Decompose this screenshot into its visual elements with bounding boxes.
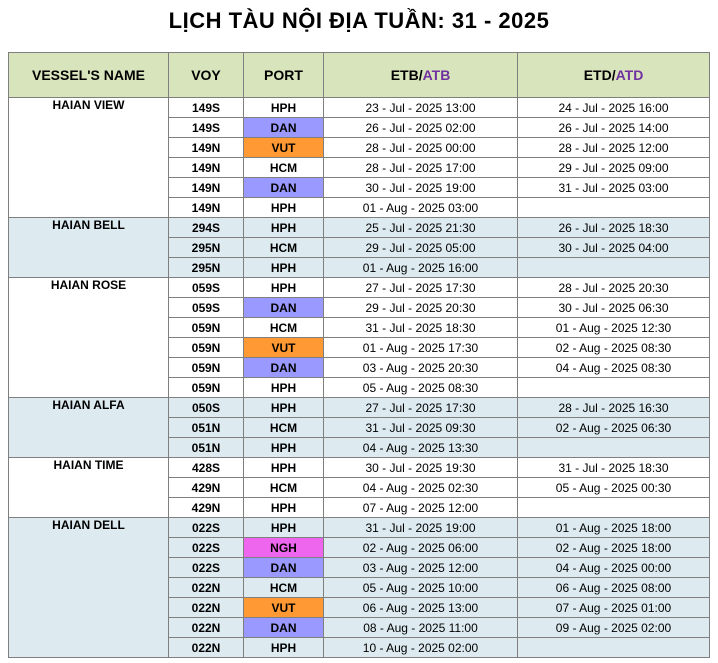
- schedule-table: [8, 52, 710, 658]
- etb-cell: 28 - Jul - 2025 17:00: [324, 158, 518, 178]
- voy-cell: 295N: [169, 238, 244, 258]
- port-cell: HCM: [244, 238, 324, 258]
- port-cell: HPH: [244, 198, 324, 218]
- etd-cell: [518, 638, 710, 658]
- voy-cell: 429N: [169, 498, 244, 518]
- port-cell: DAN: [244, 358, 324, 378]
- table-row: [9, 218, 710, 238]
- port-cell: DAN: [244, 178, 324, 198]
- etd-cell: [518, 498, 710, 518]
- etd-cell: 07 - Aug - 2025 01:00: [518, 598, 710, 618]
- etd-cell: 02 - Aug - 2025 06:30: [518, 418, 710, 438]
- etd-cell: 01 - Aug - 2025 18:00: [518, 518, 710, 538]
- vessel-name: HAIAN BELL: [9, 218, 169, 278]
- vessel-name: HAIAN DELL: [9, 518, 169, 658]
- etb-cell: 29 - Jul - 2025 20:30: [324, 298, 518, 318]
- voy-cell: 149S: [169, 98, 244, 118]
- voy-cell: 022S: [169, 538, 244, 558]
- etd-cell: 02 - Aug - 2025 18:00: [518, 538, 710, 558]
- vessel-name: HAIAN ALFA: [9, 398, 169, 458]
- etb-label: ETB: [390, 67, 419, 83]
- schedule-body: [9, 98, 710, 658]
- vessel-name: HAIAN TIME: [9, 458, 169, 518]
- port-cell: HPH: [244, 638, 324, 658]
- port-header: PORT: [244, 53, 324, 98]
- voy-cell: 149N: [169, 158, 244, 178]
- voy-cell: 022S: [169, 518, 244, 538]
- page-title: LỊCH TÀU NỘI ĐỊA TUẦN: 31 - 2025: [168, 8, 550, 33]
- port-cell: HCM: [244, 578, 324, 598]
- voy-cell: 149N: [169, 178, 244, 198]
- port-cell: HCM: [244, 318, 324, 338]
- voy-cell: 022N: [169, 598, 244, 618]
- port-cell: HPH: [244, 398, 324, 418]
- port-cell: HPH: [244, 518, 324, 538]
- voy-cell: 051N: [169, 418, 244, 438]
- port-cell: VUT: [244, 598, 324, 618]
- port-cell: DAN: [244, 558, 324, 578]
- vessel-name-header: VESSEL'S NAME: [9, 53, 169, 98]
- etd-cell: 02 - Aug - 2025 08:30: [518, 338, 710, 358]
- vessel-name: HAIAN ROSE: [9, 278, 169, 398]
- etd-cell: [518, 198, 710, 218]
- port-cell: NGH: [244, 538, 324, 558]
- port-cell: DAN: [244, 618, 324, 638]
- header-slash: /: [611, 67, 616, 83]
- etd-cell: 31 - Jul - 2025 03:00: [518, 178, 710, 198]
- voy-cell: 295N: [169, 258, 244, 278]
- table-row: [9, 98, 710, 118]
- etd-cell: 29 - Jul - 2025 09:00: [518, 158, 710, 178]
- etb-atb-header: [324, 53, 518, 98]
- voy-cell: 059N: [169, 338, 244, 358]
- etd-cell: 26 - Jul - 2025 18:30: [518, 218, 710, 238]
- etb-cell: 02 - Aug - 2025 06:00: [324, 538, 518, 558]
- table-row: [9, 278, 710, 298]
- port-cell: HCM: [244, 158, 324, 178]
- port-cell: HCM: [244, 418, 324, 438]
- etb-cell: 25 - Jul - 2025 21:30: [324, 218, 518, 238]
- port-cell: HPH: [244, 218, 324, 238]
- etd-cell: 30 - Jul - 2025 04:00: [518, 238, 710, 258]
- etd-cell: [518, 258, 710, 278]
- etb-cell: 28 - Jul - 2025 00:00: [324, 138, 518, 158]
- etd-cell: 05 - Aug - 2025 00:30: [518, 478, 710, 498]
- table-row: [9, 458, 710, 478]
- etd-cell: 01 - Aug - 2025 12:30: [518, 318, 710, 338]
- etb-cell: 07 - Aug - 2025 12:00: [324, 498, 518, 518]
- etb-cell: 01 - Aug - 2025 16:00: [324, 258, 518, 278]
- etb-cell: 01 - Aug - 2025 17:30: [324, 338, 518, 358]
- voy-cell: 149N: [169, 138, 244, 158]
- etd-cell: [518, 378, 710, 398]
- port-cell: HPH: [244, 458, 324, 478]
- voy-cell: 059S: [169, 298, 244, 318]
- atd-label: ATD: [615, 67, 644, 83]
- etb-cell: 05 - Aug - 2025 08:30: [324, 378, 518, 398]
- etb-cell: 04 - Aug - 2025 13:30: [324, 438, 518, 458]
- etd-label: ETD: [583, 67, 612, 83]
- vessel-name: HAIAN VIEW: [9, 98, 169, 218]
- etd-cell: 31 - Jul - 2025 18:30: [518, 458, 710, 478]
- voy-cell: 429N: [169, 478, 244, 498]
- voy-cell: 059S: [169, 278, 244, 298]
- port-cell: HCM: [244, 478, 324, 498]
- voy-cell: 050S: [169, 398, 244, 418]
- header-row: [9, 53, 710, 98]
- etb-cell: 29 - Jul - 2025 05:00: [324, 238, 518, 258]
- port-cell: DAN: [244, 118, 324, 138]
- voy-cell: 022S: [169, 558, 244, 578]
- header-slash: /: [418, 67, 423, 83]
- etb-cell: 01 - Aug - 2025 03:00: [324, 198, 518, 218]
- voy-cell: 022N: [169, 638, 244, 658]
- etb-cell: 05 - Aug - 2025 10:00: [324, 578, 518, 598]
- voy-header: VOY: [169, 53, 244, 98]
- port-cell: DAN: [244, 298, 324, 318]
- etb-cell: 31 - Jul - 2025 09:30: [324, 418, 518, 438]
- etd-cell: 28 - Jul - 2025 12:00: [518, 138, 710, 158]
- etb-cell: 03 - Aug - 2025 20:30: [324, 358, 518, 378]
- etb-cell: 08 - Aug - 2025 11:00: [324, 618, 518, 638]
- etd-cell: 09 - Aug - 2025 02:00: [518, 618, 710, 638]
- port-cell: VUT: [244, 338, 324, 358]
- etd-cell: 04 - Aug - 2025 08:30: [518, 358, 710, 378]
- etd-cell: 06 - Aug - 2025 08:00: [518, 578, 710, 598]
- port-cell: HPH: [244, 498, 324, 518]
- etb-cell: 04 - Aug - 2025 02:30: [324, 478, 518, 498]
- port-cell: HPH: [244, 258, 324, 278]
- port-cell: HPH: [244, 378, 324, 398]
- etb-cell: 30 - Jul - 2025 19:00: [324, 178, 518, 198]
- etb-cell: 03 - Aug - 2025 12:00: [324, 558, 518, 578]
- voy-cell: 149S: [169, 118, 244, 138]
- table-row: [9, 398, 710, 418]
- port-cell: VUT: [244, 138, 324, 158]
- etd-cell: [518, 438, 710, 458]
- etd-atd-header: [518, 53, 710, 98]
- voy-cell: 022N: [169, 578, 244, 598]
- port-cell: HPH: [244, 278, 324, 298]
- etb-cell: 06 - Aug - 2025 13:00: [324, 598, 518, 618]
- voy-cell: 059N: [169, 358, 244, 378]
- voy-cell: 059N: [169, 378, 244, 398]
- etb-cell: 23 - Jul - 2025 13:00: [324, 98, 518, 118]
- voy-cell: 059N: [169, 318, 244, 338]
- voy-cell: 022N: [169, 618, 244, 638]
- etb-cell: 30 - Jul - 2025 19:30: [324, 458, 518, 478]
- etb-cell: 27 - Jul - 2025 17:30: [324, 398, 518, 418]
- voy-cell: 149N: [169, 198, 244, 218]
- etb-cell: 26 - Jul - 2025 02:00: [324, 118, 518, 138]
- etd-cell: 26 - Jul - 2025 14:00: [518, 118, 710, 138]
- etd-cell: 24 - Jul - 2025 16:00: [518, 98, 710, 118]
- etd-cell: 04 - Aug - 2025 00:00: [518, 558, 710, 578]
- voy-cell: 294S: [169, 218, 244, 238]
- port-cell: HPH: [244, 438, 324, 458]
- etd-cell: 30 - Jul - 2025 06:30: [518, 298, 710, 318]
- table-row: [9, 518, 710, 538]
- voy-cell: 428S: [169, 458, 244, 478]
- etb-cell: 10 - Aug - 2025 02:00: [324, 638, 518, 658]
- etd-cell: 28 - Jul - 2025 16:30: [518, 398, 710, 418]
- atb-label: ATB: [422, 67, 451, 83]
- etd-cell: 28 - Jul - 2025 20:30: [518, 278, 710, 298]
- etb-cell: 31 - Jul - 2025 18:30: [324, 318, 518, 338]
- voy-cell: 051N: [169, 438, 244, 458]
- etb-cell: 31 - Jul - 2025 19:00: [324, 518, 518, 538]
- port-cell: HPH: [244, 98, 324, 118]
- etb-cell: 27 - Jul - 2025 17:30: [324, 278, 518, 298]
